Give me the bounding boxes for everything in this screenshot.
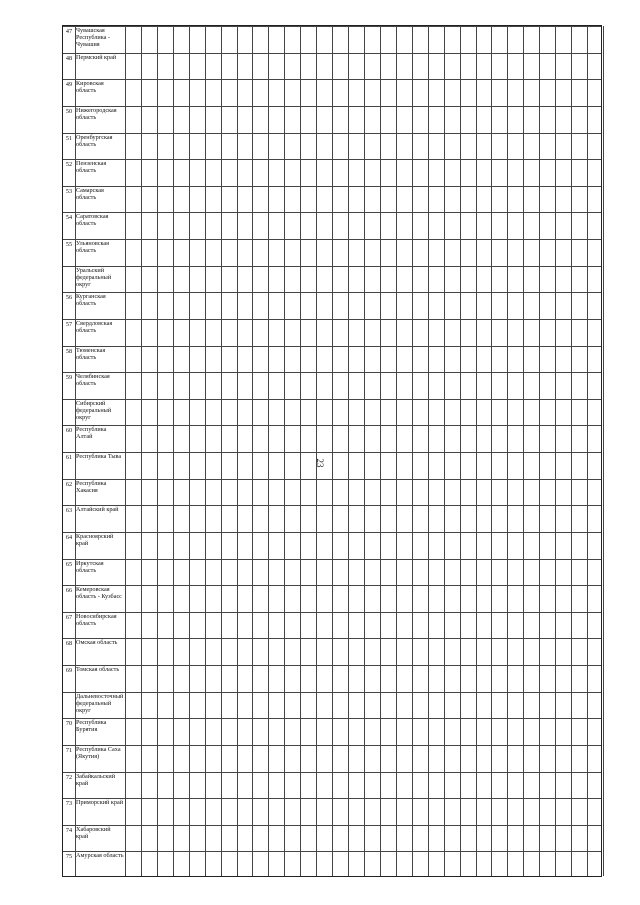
- data-table: [62, 25, 602, 877]
- column-divider: [523, 26, 524, 876]
- region-name: Алтайский край: [76, 506, 119, 514]
- region-name: Томская область: [76, 666, 120, 673]
- region-name: Приморский край: [76, 799, 124, 807]
- row-number: 58: [65, 347, 73, 355]
- row-divider: [63, 851, 601, 852]
- row-number: 64: [65, 533, 73, 541]
- region-name: Красноярский край: [76, 532, 114, 547]
- column-divider: [237, 26, 238, 876]
- column-divider: [460, 26, 461, 876]
- row-number: 59: [65, 374, 73, 382]
- row-number: 69: [65, 667, 73, 674]
- row-number: 60: [65, 427, 73, 435]
- page-number: 23: [315, 458, 325, 468]
- region-name: Иркутская область: [76, 559, 104, 574]
- row-number: 68: [65, 640, 73, 648]
- row-divider: [63, 266, 601, 267]
- region-name: Кемеровская область - Кузбасс: [76, 586, 122, 601]
- row-number: 61: [65, 454, 73, 461]
- row-divider: [63, 745, 601, 746]
- row-divider: [63, 452, 601, 453]
- region-name: Саратовская область: [76, 213, 109, 228]
- row-number: 62: [65, 480, 73, 488]
- column-divider: [316, 26, 317, 876]
- row-divider: [63, 612, 601, 613]
- row-divider: [63, 212, 601, 213]
- row-divider: [63, 159, 601, 160]
- column-divider: [428, 26, 429, 876]
- row-number: 47: [65, 28, 73, 35]
- column-divider: [268, 26, 269, 876]
- row-divider: [63, 425, 601, 426]
- row-divider: [63, 532, 601, 533]
- region-name: Оренбургская область: [76, 133, 113, 148]
- column-divider: [205, 26, 206, 876]
- column-divider: [555, 26, 556, 876]
- region-name: Кировская область: [76, 80, 104, 95]
- column-divider: [221, 26, 222, 876]
- column-divider: [125, 26, 126, 876]
- column-divider: [141, 26, 142, 876]
- column-divider: [173, 26, 174, 876]
- row-divider: [63, 505, 601, 506]
- region-name: Хабаровский край: [76, 825, 111, 840]
- column-divider: [603, 26, 604, 876]
- row-divider: [63, 798, 601, 799]
- row-divider: [63, 559, 601, 560]
- region-name: Челябинская область: [76, 373, 110, 388]
- region-name: Республика Хакасия: [76, 479, 107, 494]
- region-name: Самарская область: [76, 186, 104, 201]
- row-divider: [63, 479, 601, 480]
- row-number: 70: [65, 720, 73, 728]
- column-divider: [380, 26, 381, 876]
- row-number: 53: [65, 187, 73, 195]
- row-divider: [63, 346, 601, 347]
- row-divider: [63, 26, 601, 27]
- row-number: 49: [65, 81, 73, 89]
- region-name: Новосибирская область: [76, 612, 117, 627]
- row-divider: [63, 772, 601, 773]
- column-divider: [571, 26, 572, 876]
- row-divider: [63, 319, 601, 320]
- column-divider: [396, 26, 397, 876]
- row-number: 50: [65, 107, 73, 115]
- row-divider: [63, 585, 601, 586]
- row-number: 75: [65, 853, 73, 861]
- row-number: 51: [65, 134, 73, 142]
- column-divider: [348, 26, 349, 876]
- row-divider: [63, 665, 601, 666]
- row-divider: [63, 106, 601, 107]
- region-name: Республика Бурятия: [76, 719, 107, 734]
- row-divider: [63, 292, 601, 293]
- row-number: 65: [65, 560, 73, 568]
- row-number: 72: [65, 773, 73, 781]
- row-divider: [63, 825, 601, 826]
- column-divider: [412, 26, 413, 876]
- row-divider: [63, 399, 601, 400]
- region-name: Уральский федеральный округ: [76, 266, 112, 288]
- row-number: 57: [65, 320, 73, 328]
- column-divider: [491, 26, 492, 876]
- row-number: 67: [65, 613, 73, 621]
- row-number: 52: [65, 161, 73, 169]
- column-divider: [252, 26, 253, 876]
- column-divider: [332, 26, 333, 876]
- region-name: Республика Саха (Якутия): [76, 745, 121, 760]
- column-divider: [476, 26, 477, 876]
- column-divider: [539, 26, 540, 876]
- row-number: 71: [65, 746, 73, 754]
- row-divider: [63, 133, 601, 134]
- row-divider: [63, 638, 601, 639]
- row-divider: [63, 186, 601, 187]
- column-divider: [189, 26, 190, 876]
- region-name: Дальневосточный федеральный округ: [76, 692, 124, 714]
- region-name: Республика Тыва: [76, 453, 122, 460]
- column-divider: [157, 26, 158, 876]
- row-divider: [63, 692, 601, 693]
- region-name: Забайкальский край: [76, 772, 116, 787]
- row-number: 56: [65, 294, 73, 302]
- row-number: 54: [65, 214, 73, 222]
- row-divider: [63, 79, 601, 80]
- column-divider: [364, 26, 365, 876]
- region-name: Пермский край: [76, 53, 117, 61]
- column-divider: [587, 26, 588, 876]
- region-name: Амурская область: [76, 852, 124, 860]
- row-divider: [63, 718, 601, 719]
- region-name: Тюменская область: [76, 346, 106, 361]
- region-name: Чувашская Республика - Чувашия: [76, 27, 110, 48]
- row-number: 73: [65, 800, 73, 808]
- row-divider: [63, 53, 601, 54]
- row-divider: [63, 239, 601, 240]
- column-divider: [507, 26, 508, 876]
- row-number: 48: [65, 54, 73, 62]
- column-divider: [444, 26, 445, 876]
- column-divider: [300, 26, 301, 876]
- row-divider: [63, 372, 601, 373]
- row-number: 74: [65, 826, 73, 834]
- region-name: Ульяновская область: [76, 240, 109, 254]
- region-name: Республика Алтай: [76, 426, 107, 441]
- region-name: Омская область: [76, 639, 118, 647]
- region-name: Нижегородская область: [76, 106, 117, 121]
- row-number: 66: [65, 587, 73, 595]
- row-number: 63: [65, 507, 73, 515]
- region-name: Сибирский федеральный округ: [76, 399, 112, 421]
- region-name: Пензенская область: [76, 160, 107, 175]
- region-name: Курганская область: [76, 293, 106, 308]
- region-name: Свердловская область: [76, 319, 113, 334]
- column-divider: [284, 26, 285, 876]
- row-number: 55: [65, 241, 73, 248]
